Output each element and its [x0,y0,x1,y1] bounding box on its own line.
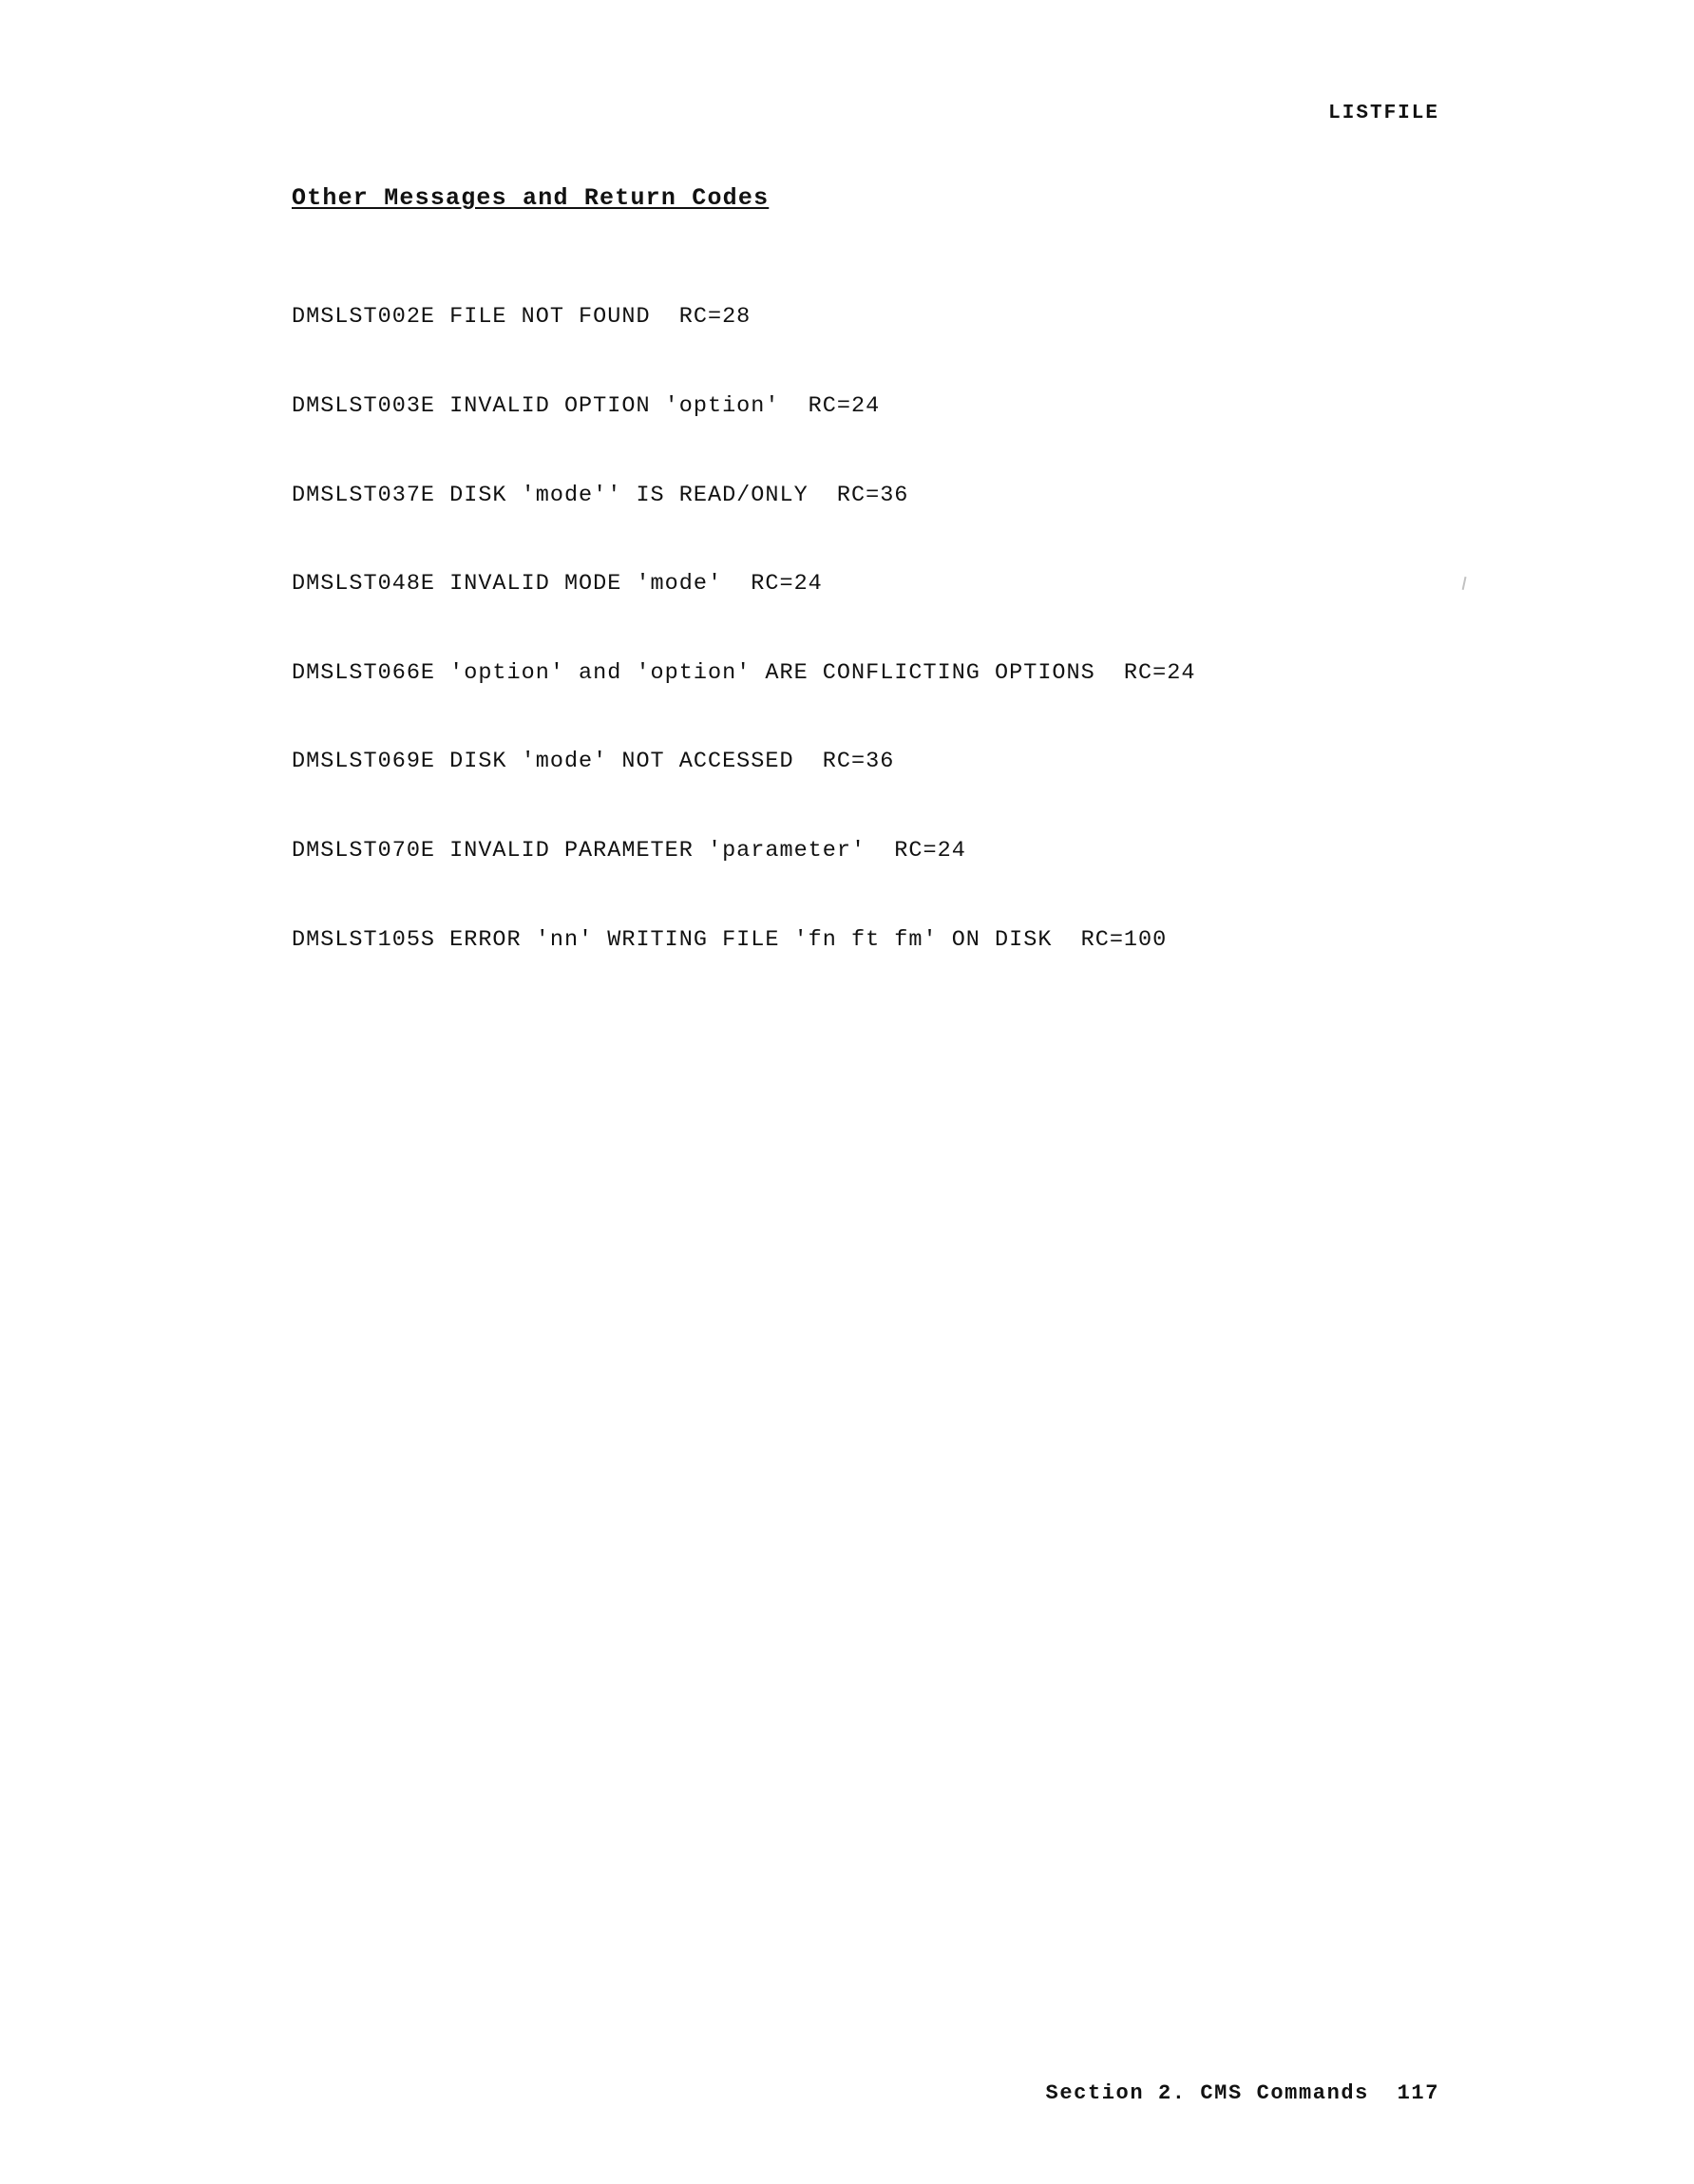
section-heading [292,184,769,212]
list-item: DMSLST002E FILE NOT FOUND RC=28 [292,304,752,331]
list-item: DMSLST037E DISK 'mode'' IS READ/ONLY RC=36 [292,482,909,508]
footer-page-label: Section 2. CMS Commands 117 [1045,2081,1439,2105]
list-item: DMSLST070E INVALID PARAMETER 'parameter' RC=24 [292,838,966,864]
list-item: DMSLST066E 'option' and 'option' ARE CONFLICTING OPTIONS RC=24 [292,659,1196,686]
section-heading-text: Other Messages and Return Codes [292,184,770,212]
list-item: DMSLST003E INVALID OPTION 'option' RC=24 [292,393,881,420]
page-footer [0,2070,1694,2184]
messages-list [292,243,1195,1014]
stray-scan-mark [1462,577,1476,592]
list-item: DMSLST048E INVALID MODE 'mode' RC=24 [292,571,823,598]
list-item: DMSLST069E DISK 'mode' NOT ACCESSED RC=36 [292,749,895,775]
list-item: DMSLST105S ERROR 'nn' WRITING FILE 'fn ft fm' ON DISK RC=100 [292,926,1168,953]
running-head: LISTFILE [1328,103,1439,124]
